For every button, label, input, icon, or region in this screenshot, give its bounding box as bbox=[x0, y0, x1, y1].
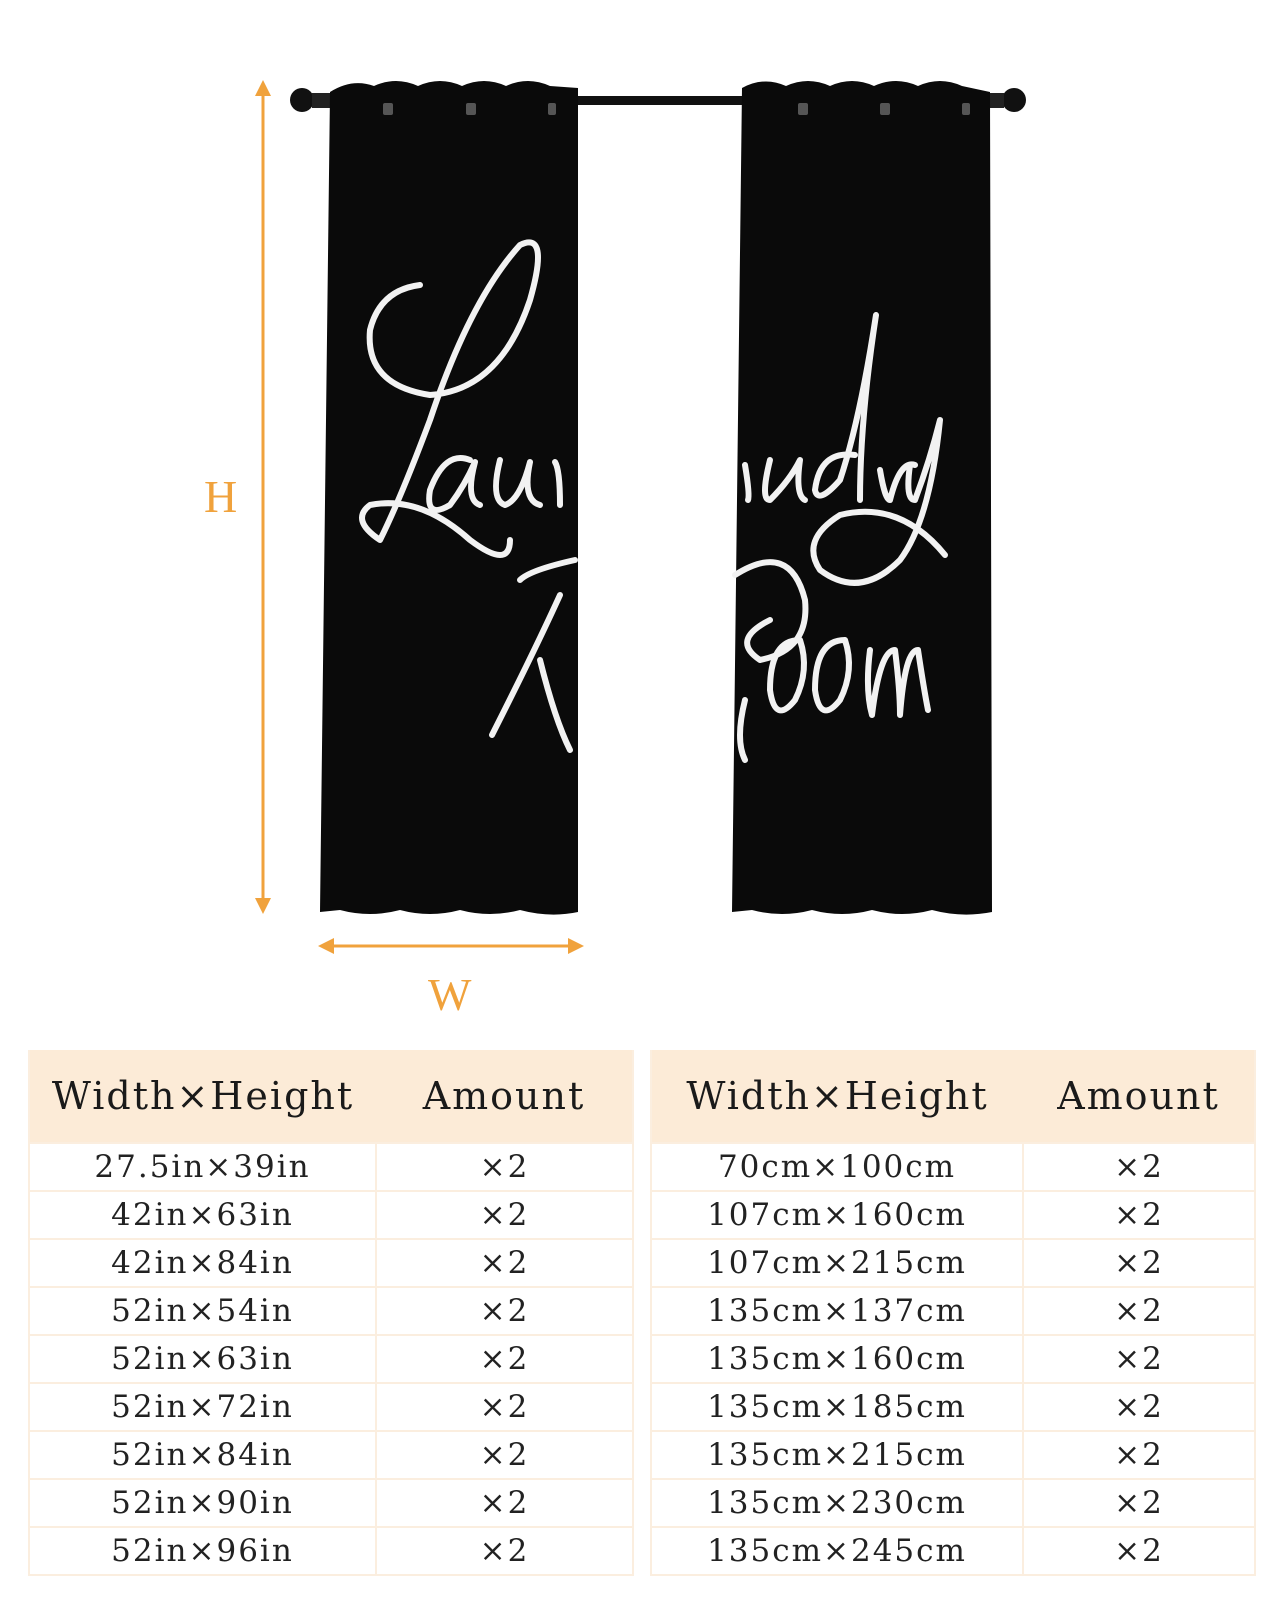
table-row bbox=[29, 1383, 633, 1431]
amount-cell: ×2 bbox=[1023, 1287, 1255, 1335]
height-dimension-arrow bbox=[255, 80, 271, 914]
amount-cell: ×2 bbox=[1023, 1239, 1255, 1287]
table-row bbox=[29, 1479, 633, 1527]
amount-cell: ×2 bbox=[1023, 1527, 1255, 1575]
amount-cell: ×2 bbox=[376, 1335, 633, 1383]
size-cell: 52in×54in bbox=[29, 1287, 376, 1335]
size-table-inches bbox=[28, 1050, 634, 1576]
table-header-row bbox=[651, 1050, 1255, 1143]
table-row bbox=[651, 1383, 1255, 1431]
size-cell: 52in×96in bbox=[29, 1527, 376, 1575]
amount-cell: ×2 bbox=[376, 1143, 633, 1191]
amount-cell: ×2 bbox=[1023, 1143, 1255, 1191]
size-cell: 135cm×137cm bbox=[651, 1287, 1023, 1335]
size-cell: 107cm×215cm bbox=[651, 1239, 1023, 1287]
size-cell: 52in×63in bbox=[29, 1335, 376, 1383]
amount-cell: ×2 bbox=[1023, 1479, 1255, 1527]
table-row bbox=[651, 1431, 1255, 1479]
amount-cell: ×2 bbox=[1023, 1383, 1255, 1431]
width-dimension-arrow bbox=[318, 938, 584, 954]
column-header-amount: Amount bbox=[1023, 1050, 1255, 1143]
size-cell: 135cm×160cm bbox=[651, 1335, 1023, 1383]
size-cell: 52in×90in bbox=[29, 1479, 376, 1527]
amount-cell: ×2 bbox=[376, 1239, 633, 1287]
table-body bbox=[29, 1143, 633, 1575]
table-row bbox=[651, 1335, 1255, 1383]
table-body bbox=[651, 1143, 1255, 1575]
table-row bbox=[651, 1191, 1255, 1239]
amount-cell: ×2 bbox=[376, 1431, 633, 1479]
size-cell: 52in×84in bbox=[29, 1431, 376, 1479]
table-row bbox=[29, 1239, 633, 1287]
amount-cell: ×2 bbox=[1023, 1191, 1255, 1239]
table-row bbox=[29, 1431, 633, 1479]
table-row bbox=[651, 1239, 1255, 1287]
size-cell: 27.5in×39in bbox=[29, 1143, 376, 1191]
table-row bbox=[651, 1287, 1255, 1335]
column-header-size: Width×Height bbox=[651, 1050, 1023, 1143]
amount-cell: ×2 bbox=[376, 1383, 633, 1431]
table-row bbox=[651, 1527, 1255, 1575]
table-row bbox=[29, 1143, 633, 1191]
table-row bbox=[29, 1191, 633, 1239]
column-header-size: Width×Height bbox=[29, 1050, 376, 1143]
amount-cell: ×2 bbox=[376, 1191, 633, 1239]
size-cell: 42in×63in bbox=[29, 1191, 376, 1239]
table-row bbox=[651, 1143, 1255, 1191]
amount-cell: ×2 bbox=[1023, 1335, 1255, 1383]
size-cell: 42in×84in bbox=[29, 1239, 376, 1287]
amount-cell: ×2 bbox=[1023, 1431, 1255, 1479]
table-row bbox=[29, 1287, 633, 1335]
size-table-centimeters bbox=[650, 1050, 1256, 1576]
amount-cell: ×2 bbox=[376, 1287, 633, 1335]
table-row bbox=[29, 1335, 633, 1383]
table-row bbox=[651, 1479, 1255, 1527]
table-row bbox=[29, 1527, 633, 1575]
size-cell: 135cm×245cm bbox=[651, 1527, 1023, 1575]
left-curtain-panel bbox=[320, 81, 578, 915]
amount-cell: ×2 bbox=[376, 1527, 633, 1575]
size-cell: 52in×72in bbox=[29, 1383, 376, 1431]
amount-cell: ×2 bbox=[376, 1479, 633, 1527]
size-tables bbox=[28, 1050, 1258, 1578]
column-header-amount: Amount bbox=[376, 1050, 633, 1143]
table-header-row bbox=[29, 1050, 633, 1143]
size-cell: 135cm×215cm bbox=[651, 1431, 1023, 1479]
height-label: H bbox=[204, 471, 238, 522]
size-cell: 107cm×160cm bbox=[651, 1191, 1023, 1239]
size-cell: 70cm×100cm bbox=[651, 1143, 1023, 1191]
width-label: W bbox=[428, 969, 472, 1020]
size-cell: 135cm×185cm bbox=[651, 1383, 1023, 1431]
size-cell: 135cm×230cm bbox=[651, 1479, 1023, 1527]
